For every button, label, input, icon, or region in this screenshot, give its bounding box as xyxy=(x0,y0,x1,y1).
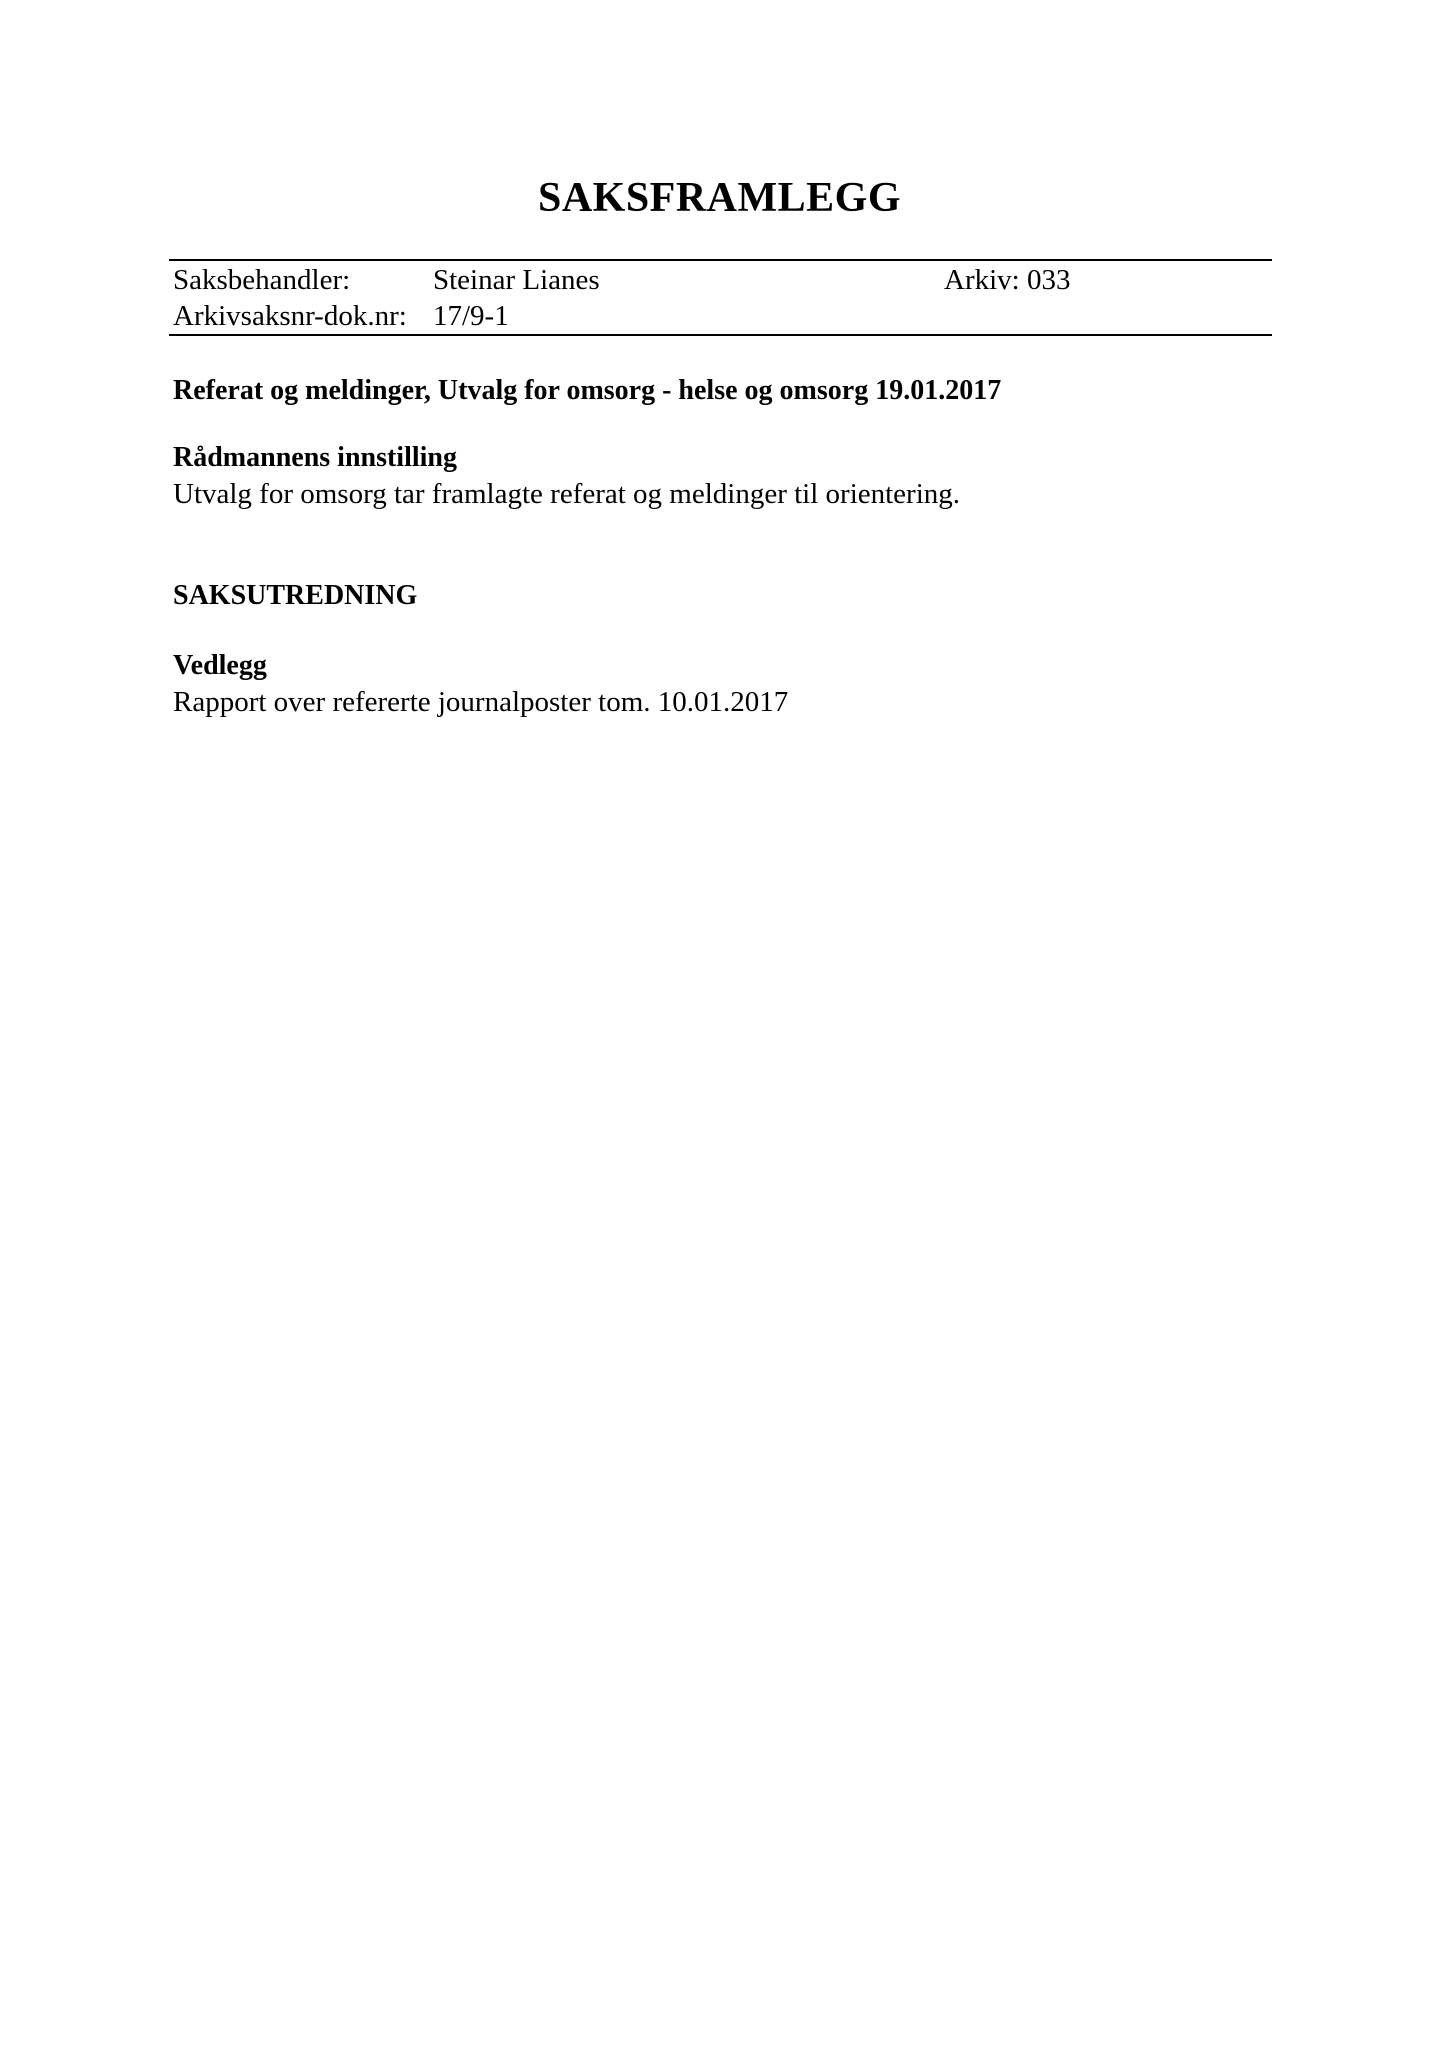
archive-code: Arkiv: 033 xyxy=(944,264,1071,296)
case-handler-label: Saksbehandler: xyxy=(173,264,351,296)
recommendation-heading: Rådmannens innstilling xyxy=(173,442,457,473)
document-title: SAKSFRAMLEGG xyxy=(537,175,902,221)
recommendation-text: Utvalg for omsorg tar framlagte referat og meldinger til orientering. xyxy=(173,478,961,510)
archive-case-label: Arkivsaksnr-dok.nr: xyxy=(173,300,407,332)
attachments-text: Rapport over refererte journalposter tom. 10.01.2017 xyxy=(173,686,789,718)
case-report-heading: SAKSUTREDNING xyxy=(173,580,418,611)
case-handler-value: Steinar Lianes xyxy=(433,264,600,296)
header-top-rule xyxy=(169,259,1272,261)
case-subject: Referat og meldinger, Utvalg for omsorg - helse og omsorg 19.01.2017 xyxy=(173,375,1002,406)
archive-case-value: 17/9-1 xyxy=(433,300,509,332)
header-bottom-rule xyxy=(169,334,1272,336)
attachments-heading: Vedlegg xyxy=(173,650,267,681)
